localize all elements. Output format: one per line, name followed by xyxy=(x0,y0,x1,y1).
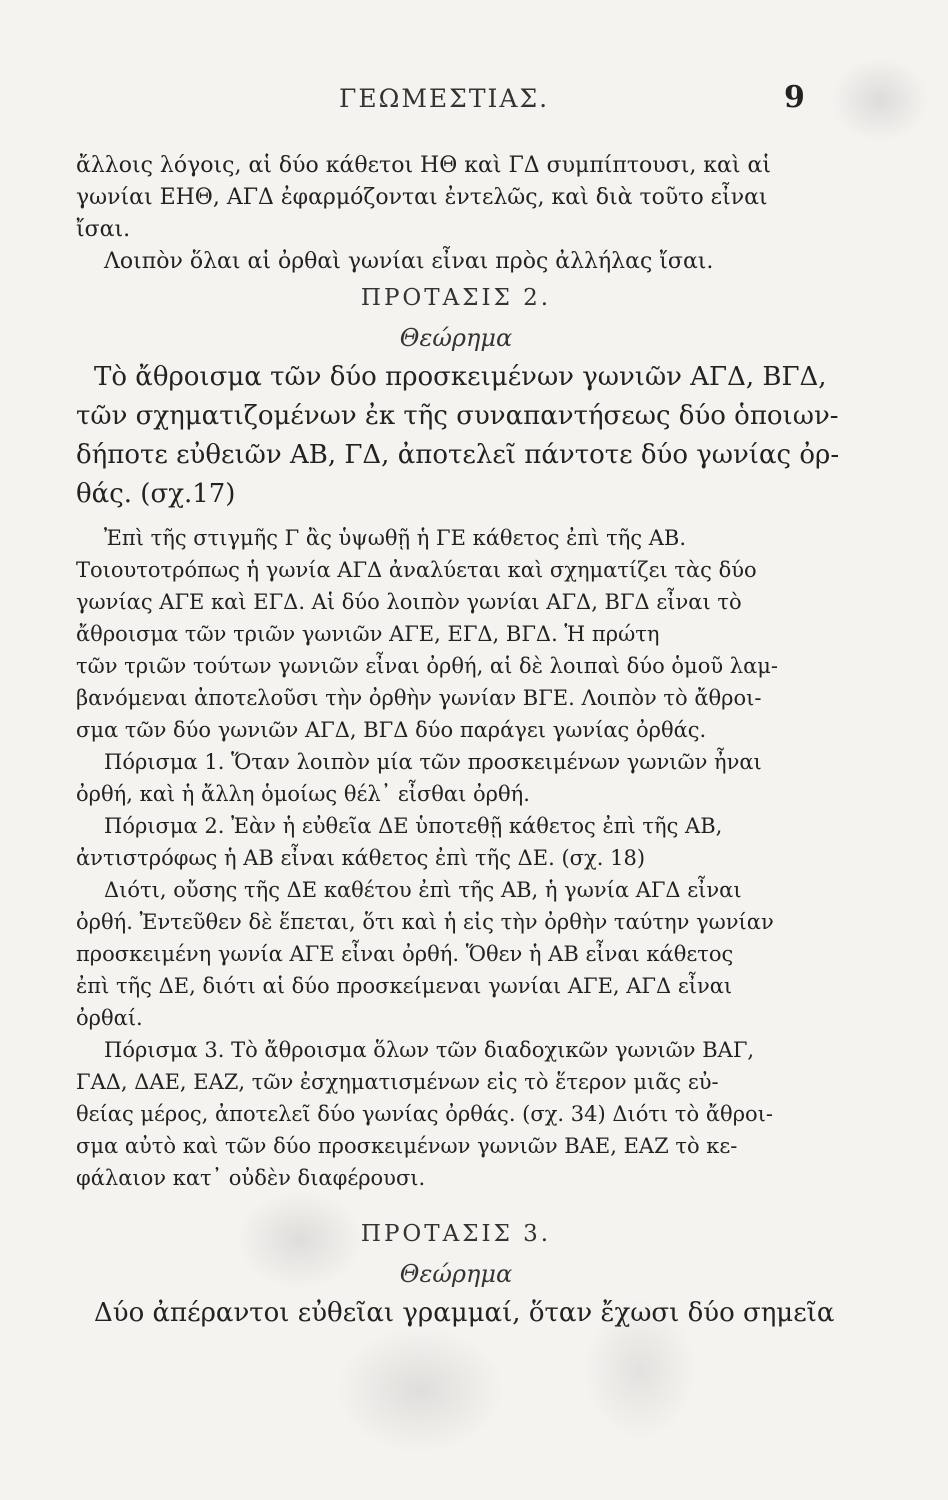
porism-2-line: ἐπὶ τῆς ΔΕ, διότι αἱ δύο προσκείμεναι γωνίαι ΑΓΕ, ΑΓΔ εἶναι xyxy=(76,974,733,998)
proof-line: Ἐπὶ τῆς στιγμῆς Γ ἂς ὑψωθῇ ἡ ΓΕ κάθετος ἐπὶ τῆς ΑΒ. xyxy=(104,526,687,550)
proposition-2-title: ΠΡΟΤΑΣΙΣ 2. xyxy=(360,285,552,311)
porism-1-line: ὀρθή, καὶ ἡ ἄλλη ὁμοίως θέλ᾽ εἶσθαι ὀρθή. xyxy=(76,782,530,806)
proposition-3-title: ΠΡΟΤΑΣΙΣ 3. xyxy=(360,1221,552,1247)
theorem-line: Τὸ ἄθροισμα τῶν δύο προσκειμένων γωνιῶν ΑΓΔ, ΒΓΔ, xyxy=(94,362,827,392)
theorem-line: τῶν σχηματιζομένων ἐκ τῆς συναπαντήσεως δύο ὁποιων- xyxy=(76,401,839,431)
porism-2-line: Διότι, οὔσης τῆς ΔΕ καθέτου ἐπὶ τῆς ΑΒ, ἡ γωνία ΑΓΔ εἶναι xyxy=(104,878,742,902)
theorem-line: Δύο ἀπέραντοι εὐθεῖαι γραμμαί, ὅταν ἔχωσι δύο σημεῖα xyxy=(94,1298,835,1328)
running-head: ΓΕΩΜΕΣΤΙΑΣ. xyxy=(339,84,550,113)
proof-line: ἄθροισμα τῶν τριῶν γωνιῶν ΑΓΕ, ΕΓΔ, ΒΓΔ. Ἡ πρώτη xyxy=(76,622,660,646)
porism-2-line: Πόρισμα 2. Ἐὰν ἡ εὐθεῖα ΔΕ ὑποτεθῇ κάθετος ἐπὶ τῆς ΑΒ, xyxy=(104,814,723,838)
text-line: γωνίαι ΕΗΘ, ΑΓΔ ἐφαρμόζονται ἐντελῶς, καὶ διὰ τοῦτο εἶναι xyxy=(76,185,768,210)
porism-2-line: προσκειμένη γωνία ΑΓΕ εἶναι ὀρθή. Ὅθεν ἡ ΑΒ εἶναι κάθετος xyxy=(76,942,734,966)
porism-2-line: ἀντιστρόφως ἡ ΑΒ εἶναι κάθετος ἐπὶ τῆς ΔΕ. (σχ. 18) xyxy=(76,846,646,870)
theorem-line: θάς. (σχ.17) xyxy=(76,479,236,509)
text-line: Λοιπὸν ὅλαι αἱ ὀρθαὶ γωνίαι εἶναι πρὸς ἀλλήλας ἴσαι. xyxy=(104,249,714,274)
proposition-2-subtitle: Θεώρημα xyxy=(399,324,513,352)
proof-line: τῶν τριῶν τούτων γωνιῶν εἶναι ὀρθή, αἱ δὲ λοιπαὶ δύο ὁμοῦ λαμ- xyxy=(76,654,779,678)
proof-line: βανόμεναι ἀποτελοῦσι τὴν ὀρθὴν γωνίαν ΒΓΕ. Λοιπὸν τὸ ἄθροι- xyxy=(76,686,762,710)
porism-1-line: Πόρισμα 1. Ὅταν λοιπὸν μία τῶν προσκειμένων γωνιῶν ἦναι xyxy=(104,750,762,774)
text-line: ἄλλοις λόγοις, αἱ δύο κάθετοι ΗΘ καὶ ΓΔ συμπίπτουσι, καὶ αἱ xyxy=(76,153,772,178)
porism-3-line: φάλαιον κατ᾽ οὐδὲν διαφέρουσι. xyxy=(76,1166,426,1190)
theorem-line: δήποτε εὐθειῶν ΑΒ, ΓΔ, ἀποτελεῖ πάντοτε δύο γωνίας ὀρ- xyxy=(76,440,840,470)
porism-3-line: Πόρισμα 3. Τὸ ἄθροισμα ὅλων τῶν διαδοχικῶν γωνιῶν ΒΑΓ, xyxy=(104,1038,755,1062)
page-number: 9 xyxy=(784,80,805,115)
proposition-3-subtitle: Θεώρημα xyxy=(399,1260,513,1288)
porism-2-line: ὀρθαί. xyxy=(76,1006,143,1030)
proof-line: γωνίας ΑΓΕ καὶ ΕΓΔ. Αἱ δύο λοιπὸν γωνίαι ΑΓΔ, ΒΓΔ εἶναι τὸ xyxy=(76,590,742,614)
proof-line: σμα τῶν δύο γωνιῶν ΑΓΔ, ΒΓΔ δύο παράγει γωνίας ὀρθάς. xyxy=(76,718,707,742)
porism-2-line: ὀρθή. Ἐντεῦθεν δὲ ἕπεται, ὅτι καὶ ἡ εἰς τὴν ὀρθὴν ταύτην γωνίαν xyxy=(76,910,774,934)
page-body xyxy=(76,150,840,1333)
page-header xyxy=(0,80,948,124)
porism-3-line: θείας μέρος, ἀποτελεῖ δύο γωνίας ὀρθάς. (σχ. 34) Διότι τὸ ἄθροι- xyxy=(76,1102,774,1126)
proof-line: Τοιουτοτρόπως ἡ γωνία ΑΓΔ ἀναλύεται καὶ σχηματίζει τὰς δύο xyxy=(76,558,757,582)
porism-3-line: σμα αὐτὸ καὶ τῶν δύο προσκειμένων γωνιῶν ΒΑΕ, ΕΑΖ τὸ κε- xyxy=(76,1134,738,1158)
porism-3-line: ΓΑΔ, ΔΑΕ, ΕΑΖ, τῶν ἐσχηματισμένων εἰς τὸ ἕτερον μιᾶς εὐ- xyxy=(76,1070,719,1094)
text-line: ἴσαι. xyxy=(76,217,131,242)
